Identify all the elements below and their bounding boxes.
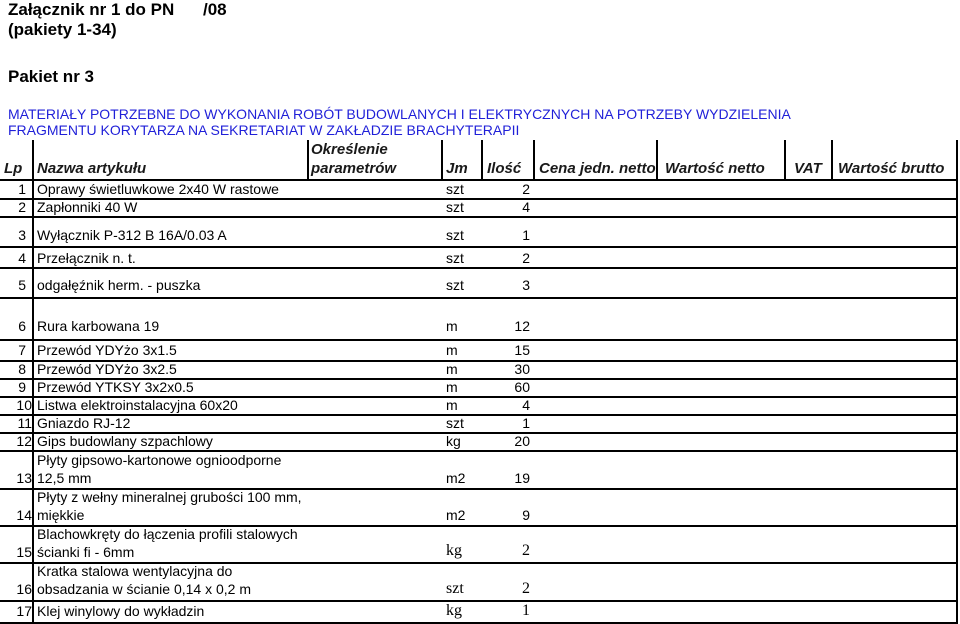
row-unit: m2	[446, 507, 466, 523]
col-divider-net	[784, 140, 786, 180]
row-name: Gniazdo RJ-12	[37, 415, 131, 431]
col-divider-unit	[481, 140, 483, 180]
row-border	[0, 246, 958, 248]
row-qty: 2	[522, 580, 530, 597]
row-name-line2: miękkie	[37, 507, 85, 523]
row-unit: szt	[446, 199, 464, 215]
row-unit: m	[446, 397, 458, 413]
row-lp: 13	[16, 470, 32, 486]
row-lp: 2	[18, 199, 26, 215]
row-qty: 2	[522, 250, 530, 266]
row-lp: 8	[18, 361, 26, 377]
row-qty: 2	[522, 181, 530, 197]
row-unit: szt	[446, 227, 464, 243]
row-unit: m	[446, 361, 458, 377]
col-header-qty: Ilość	[487, 160, 522, 177]
row-unit: m	[446, 318, 458, 334]
col-header-params-line1: Określenie	[311, 141, 388, 158]
row-name: Listwa elektroinstalacyjna 60x20	[37, 397, 238, 413]
col-header-params-line2: parametrów	[311, 160, 397, 177]
row-lp: 9	[18, 379, 26, 395]
row-lp: 16	[16, 581, 32, 597]
row-lp: 12	[16, 433, 32, 449]
row-border	[0, 297, 958, 299]
row-lp: 17	[16, 603, 32, 619]
row-qty: 19	[514, 470, 530, 486]
row-qty: 12	[514, 318, 530, 334]
row-unit: m	[446, 379, 458, 395]
row-name: Przewód YDYżo 3x1.5	[37, 342, 177, 358]
row-lp: 5	[18, 277, 26, 293]
col-divider-right	[956, 140, 958, 624]
row-qty: 15	[514, 342, 530, 358]
document-title: Załącznik nr 1 do PN	[8, 0, 175, 19]
row-name-line1: Blachowkręty do łączenia profili stalowych	[37, 526, 298, 542]
row-name: Oprawy świetluwkowe 2x40 W rastowe	[37, 181, 279, 197]
document-subtitle: (pakiety 1-34)	[8, 20, 117, 39]
col-divider-lp	[32, 140, 34, 624]
row-name: Wyłącznik P-312 B 16A/0.03 A	[37, 227, 227, 243]
row-border	[0, 414, 958, 416]
row-lp: 6	[18, 318, 26, 334]
col-header-name: Nazwa artykułu	[37, 160, 147, 177]
col-header-vat: VAT	[794, 160, 822, 177]
row-lp: 15	[16, 544, 32, 560]
row-lp: 7	[18, 342, 26, 358]
row-name-line1: Płyty gipsowo-kartonowe ognioodporne	[37, 452, 282, 468]
row-qty: 20	[514, 433, 530, 449]
row-name: odgałęźnik herm. - puszka	[37, 277, 201, 293]
document-number: /08	[203, 0, 227, 19]
col-divider-vat	[831, 140, 833, 180]
row-qty: 60	[514, 379, 530, 395]
row-name: Przewód YDYżo 3x2.5	[37, 361, 177, 377]
col-header-price: Cena jedn. netto	[539, 160, 656, 177]
package-title: Pakiet nr 3	[8, 67, 94, 86]
col-divider-params	[441, 140, 443, 180]
row-qty: 1	[522, 602, 530, 619]
row-unit: szt	[446, 250, 464, 266]
row-border	[0, 267, 958, 269]
row-border	[0, 198, 958, 200]
row-lp: 1	[18, 181, 26, 197]
col-divider-name	[307, 140, 309, 180]
row-name: Gips budowlany szpachlowy	[37, 433, 213, 449]
row-name: Przełącznik n. t.	[37, 250, 136, 266]
row-qty: 1	[522, 415, 530, 431]
row-lp: 11	[17, 415, 32, 431]
description-line-2: FRAGMENTU KORYTARZA NA SEKRETARIAT W ZAKŁADZIE BRACHYTERAPII	[8, 122, 520, 138]
row-unit: szt	[446, 580, 464, 597]
row-lp: 3	[18, 227, 26, 243]
row-name-line1: Płyty z wełny mineralnej grubości 100 mm,	[37, 489, 302, 505]
row-unit: kg	[446, 542, 462, 559]
row-name: Klej winylowy do wykładzin	[37, 603, 205, 619]
row-lp: 14	[16, 507, 32, 523]
row-unit: kg	[446, 433, 461, 449]
col-divider-qty	[533, 140, 535, 180]
row-unit: szt	[446, 415, 464, 431]
row-unit: m2	[446, 470, 466, 486]
row-name-line2: obsadzania w ścianie 0,14 x 0,2 m	[37, 581, 252, 597]
col-header-gross: Wartość brutto	[838, 160, 945, 177]
col-header-unit: Jm	[446, 160, 468, 177]
col-divider-price	[656, 140, 658, 180]
row-border	[0, 600, 958, 602]
row-qty: 2	[522, 542, 530, 559]
row-name-line2: 12,5 mm	[37, 470, 92, 486]
row-qty: 1	[522, 227, 530, 243]
col-header-lp: Lp	[4, 160, 23, 177]
row-name-line2: ścianki fi - 6mm	[37, 544, 135, 560]
row-unit: m	[446, 342, 458, 358]
row-qty: 9	[522, 507, 530, 523]
row-qty: 30	[514, 361, 530, 377]
row-name: Przewód YTKSY 3x2x0.5	[37, 379, 194, 395]
row-qty: 3	[522, 277, 530, 293]
row-name: Rura karbowana 19	[37, 318, 160, 334]
row-border	[0, 339, 958, 341]
row-unit: kg	[446, 602, 462, 619]
row-unit: szt	[446, 277, 464, 293]
row-name-line1: Kratka stalowa wentylacyjna do	[37, 563, 233, 579]
row-unit: szt	[446, 181, 464, 197]
row-border	[0, 216, 958, 218]
col-header-net: Wartość netto	[665, 160, 765, 177]
row-lp: 10	[16, 397, 32, 413]
row-name: Zapłonniki 40 W	[37, 199, 138, 215]
description-line-1: MATERIAŁY POTRZEBNE DO WYKONANIA ROBÓT BUDOWLANYCH I ELEKTRYCZNYCH NA POTRZEBY WYDZIELENIA	[8, 106, 791, 122]
row-qty: 4	[522, 199, 530, 215]
row-qty: 4	[522, 397, 530, 413]
row-lp: 4	[18, 250, 26, 266]
